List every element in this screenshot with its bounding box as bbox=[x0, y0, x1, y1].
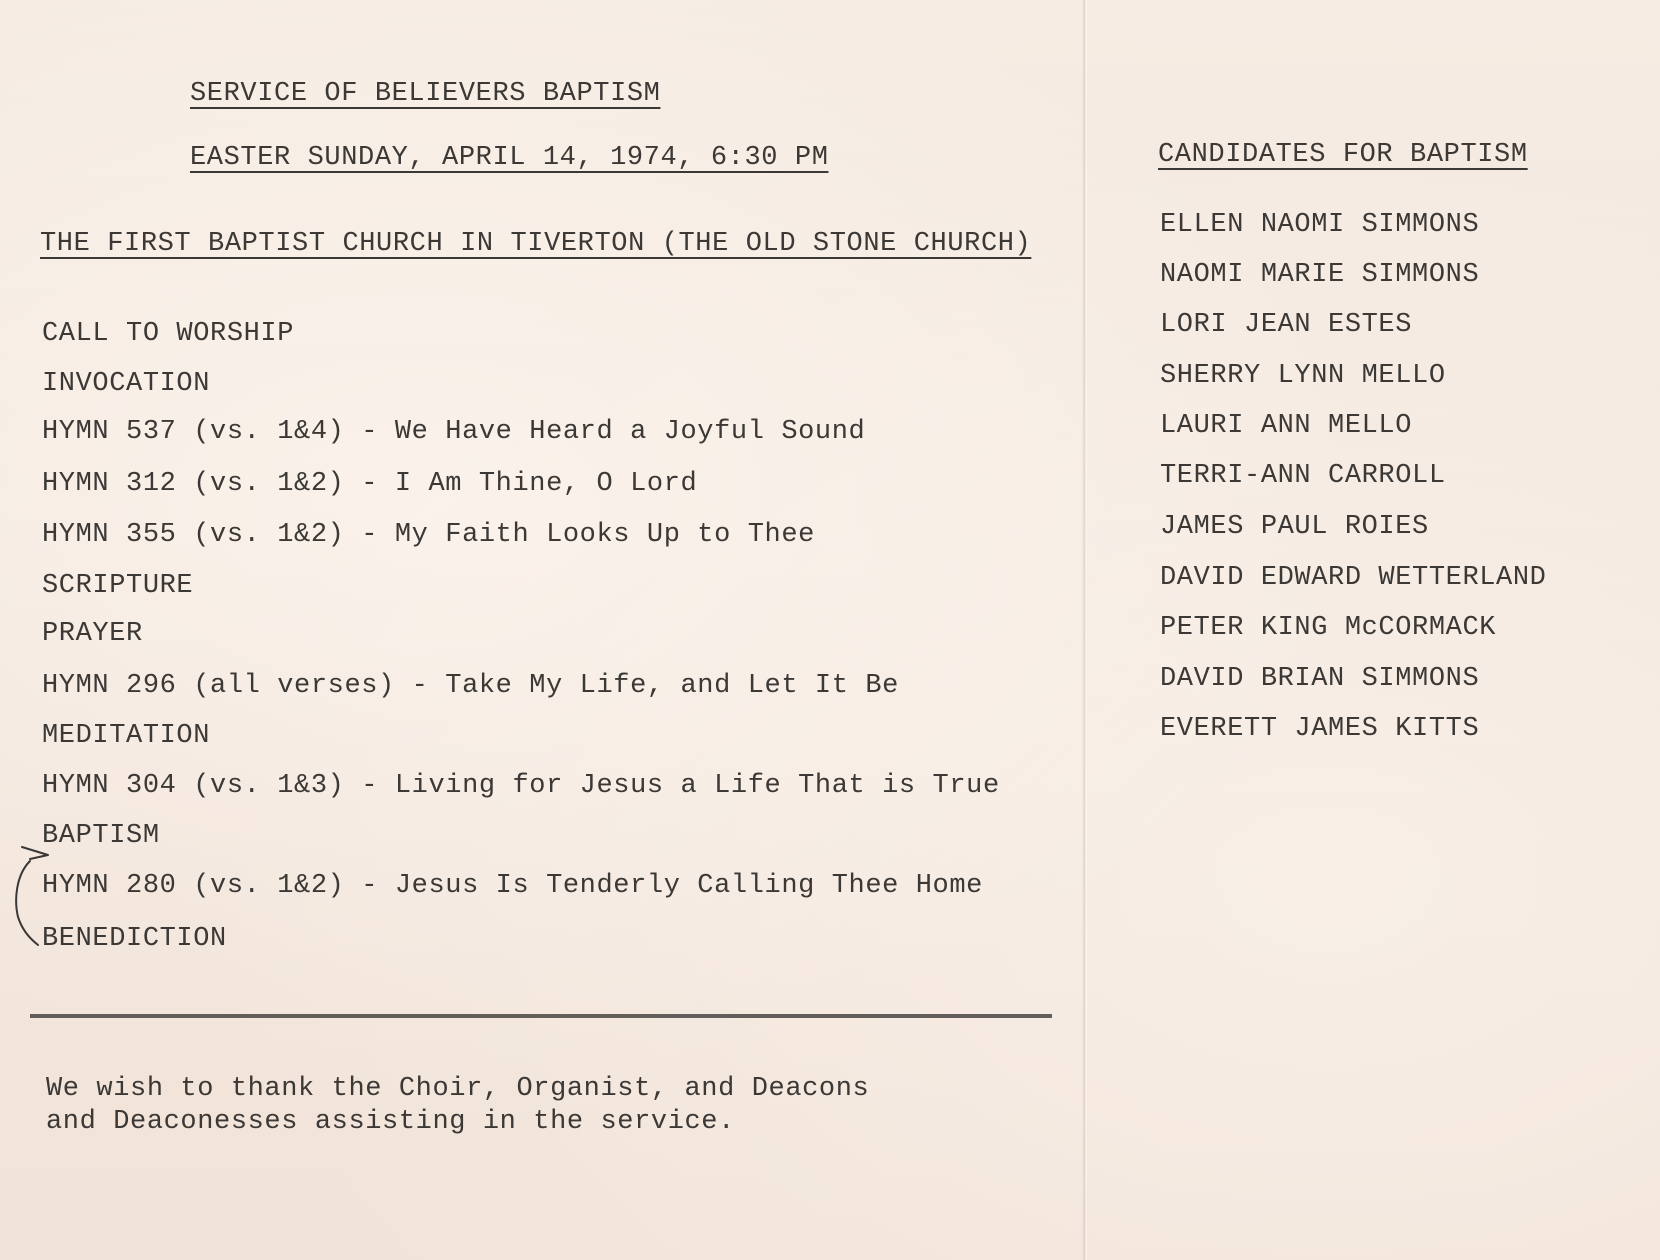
candidate-name: LAURI ANN MELLO bbox=[1160, 411, 1413, 441]
candidate-name: DAVID EDWARD WETTERLAND bbox=[1160, 563, 1547, 593]
paper-fold bbox=[1082, 0, 1088, 1260]
divider-rule bbox=[30, 1014, 1052, 1018]
order-item: SCRIPTURE bbox=[42, 571, 194, 601]
order-item: HYMN 355 (vs. 1&2) - My Faith Looks Up to Thee bbox=[42, 520, 815, 550]
handwritten-bracket-mark bbox=[8, 845, 58, 955]
thanks-line-2: and Deaconesses assisting in the service. bbox=[46, 1107, 735, 1137]
order-item: PRAYER bbox=[42, 619, 143, 649]
order-item: INVOCATION bbox=[42, 369, 211, 399]
order-item: HYMN 312 (vs. 1&2) - I Am Thine, O Lord bbox=[42, 469, 698, 499]
order-item: HYMN 537 (vs. 1&4) - We Have Heard a Joyful Sound bbox=[42, 417, 866, 447]
order-item: MEDITATION bbox=[42, 721, 211, 751]
church-name: THE FIRST BAPTIST CHURCH IN TIVERTON (THE OLD STONE CHURCH) bbox=[40, 229, 1032, 259]
candidate-name: TERRI-ANN CARROLL bbox=[1160, 461, 1446, 491]
candidate-name: SHERRY LYNN MELLO bbox=[1160, 361, 1446, 391]
candidate-name: JAMES PAUL ROIES bbox=[1160, 512, 1429, 542]
candidate-name: LORI JEAN ESTES bbox=[1160, 310, 1413, 340]
candidate-name: ELLEN NAOMI SIMMONS bbox=[1160, 210, 1480, 240]
candidate-name: DAVID BRIAN SIMMONS bbox=[1160, 664, 1480, 694]
thanks-line-1: We wish to thank the Choir, Organist, and Deacons bbox=[46, 1074, 870, 1104]
order-item: HYMN 304 (vs. 1&3) - Living for Jesus a Life That is True bbox=[42, 771, 1000, 801]
candidate-name: PETER KING McCORMACK bbox=[1160, 613, 1497, 643]
candidates-heading: CANDIDATES FOR BAPTISM bbox=[1158, 140, 1528, 170]
service-date: EASTER SUNDAY, APRIL 14, 1974, 6:30 PM bbox=[190, 143, 829, 173]
order-item: CALL TO WORSHIP bbox=[42, 319, 295, 349]
candidate-name: EVERETT JAMES KITTS bbox=[1160, 714, 1480, 744]
order-item: HYMN 296 (all verses) - Take My Life, and Let It Be bbox=[42, 671, 899, 701]
candidate-name: NAOMI MARIE SIMMONS bbox=[1160, 260, 1480, 290]
service-title: SERVICE OF BELIEVERS BAPTISM bbox=[190, 79, 661, 109]
order-item: BAPTISM bbox=[42, 821, 160, 851]
order-item: HYMN 280 (vs. 1&2) - Jesus Is Tenderly Calling Thee Home bbox=[42, 871, 983, 901]
order-item: BENEDICTION bbox=[42, 924, 227, 954]
